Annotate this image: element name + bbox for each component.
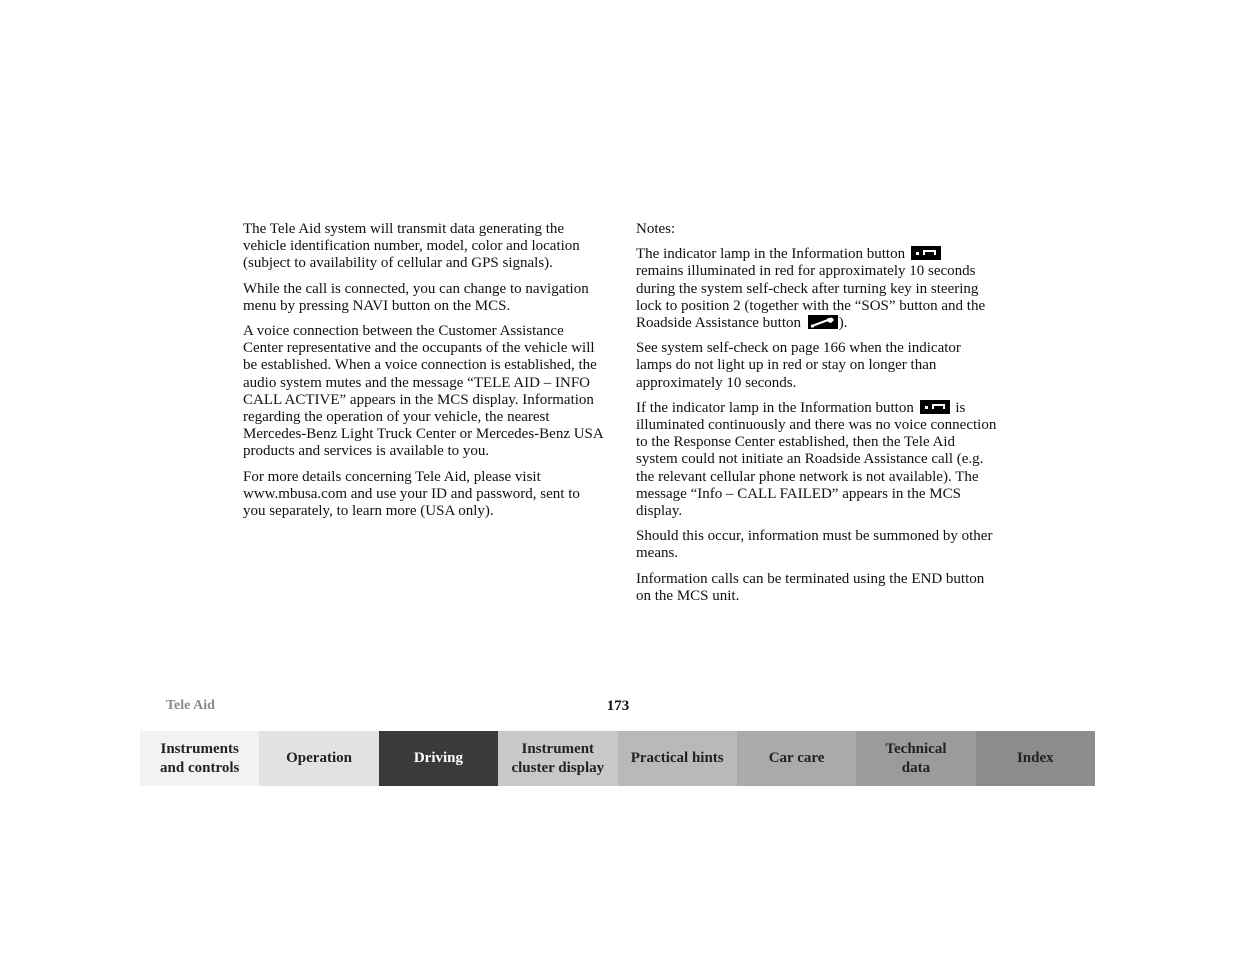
tab-index[interactable]: Index bbox=[976, 731, 1095, 786]
tab-practical-hints[interactable]: Practical hints bbox=[618, 731, 737, 786]
note-self-check-lamp bbox=[636, 246, 998, 332]
note-text: remains illuminated in red for approximately 10 seconds during the system self-check after turning key in steering lock to position 2 (together with the “SOS” button and the Roadside Assistance button bbox=[636, 263, 986, 332]
tab-instruments-and-controls[interactable]: Instruments and controls bbox=[140, 731, 259, 786]
section-nav-tabs bbox=[140, 731, 1095, 786]
note-self-check-page: See system self-check on page 166 when the indicator lamps do not light up in red or stay on longer than approximately 10 seconds. bbox=[636, 340, 961, 391]
page-number: 173 bbox=[606, 698, 630, 714]
paragraph-more-details: For more details concerning Tele Aid, please visit www.mbusa.com and use your ID and password, sent to you separately, to learn more (USA only). bbox=[243, 468, 580, 520]
information-button-icon bbox=[920, 400, 950, 414]
right-column bbox=[636, 221, 998, 613]
note-text: The indicator lamp in the Information button bbox=[636, 246, 906, 263]
footer-section-title: Tele Aid bbox=[166, 698, 215, 713]
paragraph-voice-connection: A voice connection between the Customer Assistance Center representative and the occupants of the vehicle will be established. When a voice connection is established, the audio system mutes and the message “TELE AID – INFO CALL ACTIVE” appears in the MCS display. Information regarding the operation of your vehicle, the nearest Mercedes-Benz Light Truck Center or Mercedes-Benz USA products and services is available to you. bbox=[243, 323, 603, 460]
note-text: ). bbox=[838, 315, 848, 332]
note-end-button: Information calls can be terminated using the END button on the MCS unit. bbox=[636, 570, 985, 604]
tab-car-care[interactable]: Car care bbox=[737, 731, 856, 786]
note-call-failed bbox=[636, 400, 998, 520]
wrench-icon bbox=[808, 315, 838, 329]
notes-heading: Notes: bbox=[636, 221, 676, 237]
information-button-icon bbox=[911, 246, 941, 260]
tab-operation[interactable]: Operation bbox=[259, 731, 378, 786]
note-text: If the indicator lamp in the Information button bbox=[636, 399, 914, 416]
note-text: is illuminated continuously and there was no voice connection to the Response Center established, then the Tele Aid system could not initiate an Roadside Assistance call (e.g. the relevant cellular phone network is not available). The message “Info – CALL FAILED” appears in the MCS display. bbox=[636, 399, 997, 520]
tab-technical-data[interactable]: Technical data bbox=[856, 731, 975, 786]
paragraph-navi-menu: While the call is connected, you can change to navigation menu by pressing NAVI button on the MCS. bbox=[243, 280, 589, 314]
tab-instrument-cluster-display[interactable]: Instrument cluster display bbox=[498, 731, 617, 786]
tab-driving[interactable]: Driving bbox=[379, 731, 498, 786]
paragraph-data-transmission: The Tele Aid system will transmit data generating the vehicle identification number, model, color and location (subject to availability of cellular and GPS signals). bbox=[243, 221, 580, 272]
note-other-means: Should this occur, information must be summoned by other means. bbox=[636, 528, 993, 562]
left-column bbox=[243, 221, 605, 528]
